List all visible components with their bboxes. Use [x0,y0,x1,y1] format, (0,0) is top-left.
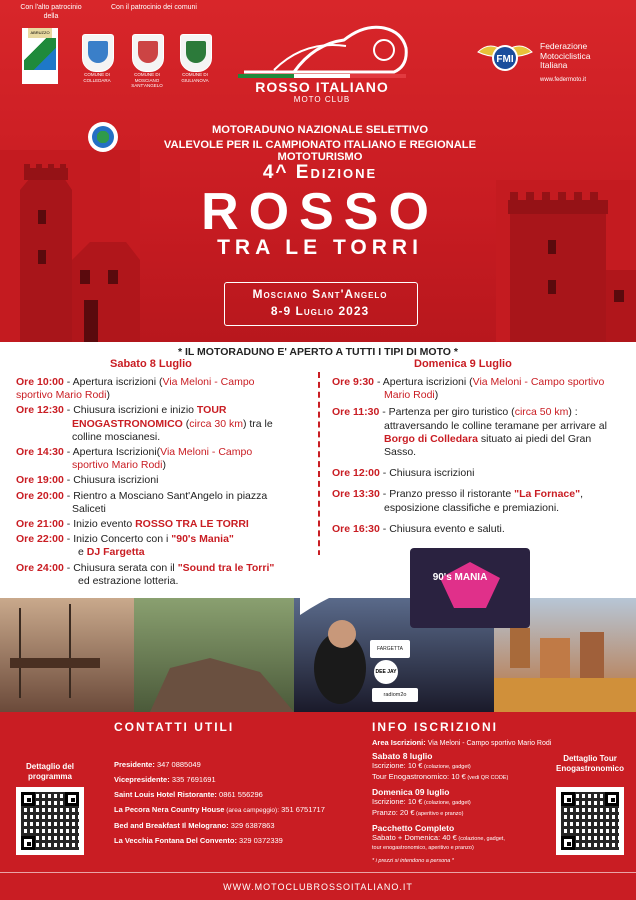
contact-label: Bed and Breakfast Il Melograno: [114,821,229,830]
event-location: Via Meloni - Campo sportivo Mario Rodi [72,446,253,472]
title-line-1: MOTORADUNO NAZIONALE SELETTIVO [211,124,429,136]
qr-finder [561,836,575,850]
fmi-name [540,42,591,71]
motorcycle-logo-icon [234,14,412,80]
price-note: (colazione, gadget, [456,836,505,842]
day2-item [332,488,622,514]
time: Ore 19:00 [16,474,64,487]
day1-item [16,474,288,487]
event-distance: circa 30 km [189,417,243,430]
event-text: - Chiusura evento e saluti. [379,522,505,535]
event-text: ) tra le colline moscianesi. [72,417,273,443]
mototurismo-badge-icon [88,122,118,152]
pack-title: Pacchetto Completo [372,823,455,833]
time: Ore 10:00 [16,376,64,388]
event-text: - Chiusura serata con il [63,561,178,574]
event-highlight: ROSSO TRA LE TORRI [135,518,249,531]
90s-mania-photo [400,548,540,628]
qr-finder [21,836,35,850]
event-text: , esposizione classifiche e premiazioni. [384,488,583,514]
event-text: - Chiusura iscrizioni [63,474,159,487]
day1-item [16,533,288,559]
contacts-title: CONTATTI UTILI [114,720,235,734]
footer-url[interactable]: WWW.MOTOCLUBROSSOITALIANO.IT [223,882,413,892]
comune-mosciano-label: COMUNE DI MOSCIANO SANT'ANGELO [131,72,163,88]
day2-item [332,406,622,459]
radio-m2o-logo: radiom2o [372,688,418,702]
day1-item [16,562,288,588]
event-text: ) : attraversando le colline teramane per arrivare al [384,406,607,432]
colledara-crest-icon [82,34,114,72]
event-distance: circa 50 km [514,406,569,419]
contact-row [114,833,325,848]
time: Ore 12:00 [332,467,380,480]
patronage-comuni-text: Con il patrocinio dei comuni [111,4,197,11]
main-subtitle: TRA LE TORRI [217,236,423,259]
event-highlight: TOUR ENOGASTRONOMICO [72,404,227,430]
contact-label: Presidente: [114,760,155,769]
event-highlight: "90's Mania" [171,533,234,546]
region-abruzzo-logo: ABRUZZO [22,28,58,84]
event-text: - Inizio Concerto con i [63,533,172,546]
day2-title: Domenica 9 Luglio [414,358,512,370]
comune-colledara-label: COMUNE DI COLLEDARA [83,72,111,83]
price: Tour Enogastronomico: 10 € [372,772,466,781]
dom-line-1 [372,797,572,808]
qr-finder [21,792,35,806]
day1-item [16,518,288,531]
main-title: ROSSO [201,183,439,241]
dom-line-2 [372,808,572,819]
event-location: Via Meloni - Campo sportivo Mario Rodi [16,376,255,402]
price: Iscrizione: 10 € [372,761,423,770]
price: Pranzo: 20 € [372,808,415,817]
left-tower-image [0,150,140,342]
qr-finder [605,792,619,806]
event-text: - Chiusura iscrizioni e inizio [63,404,197,417]
contact-row [114,772,325,787]
event-highlight: DJ Fargetta [86,546,145,559]
contacts-list [114,757,325,848]
comune-giulianova-label: COMUNE DI GIULIANOVA [181,72,209,83]
day1-item [16,404,288,444]
fmi-line-1: Federazione [540,41,588,51]
contact-phone[interactable]: 329 6387863 [228,821,275,830]
day1-item [16,376,288,402]
time: Ore 20:00 [16,489,64,502]
time: Ore 16:30 [332,522,380,535]
time: Ore 12:30 [16,404,64,417]
event-text: ed estrazione lotteria. [78,574,179,587]
day1-schedule [16,376,288,588]
time: Ore 9:30 [332,376,375,388]
contact-label: Saint Louis Hotel Ristorante: [114,790,217,799]
contact-row [114,757,325,772]
fmi-logo-icon [476,38,534,74]
contact-phone[interactable]: 351 6751717 [279,805,325,814]
footer-divider [0,872,636,873]
day2-schedule [332,376,622,536]
day2-item [332,467,622,480]
qr-finder [561,792,575,806]
price-note: (colazione, gadget) [422,764,471,770]
sab-line-1 [372,761,572,772]
area-value: Via Meloni - Campo sportivo Mario Rodi [425,740,552,747]
contact-label: Vicepresidente: [114,775,170,784]
event-text: - Pranzo presso il ristorante [379,488,515,501]
event-text: - Apertura iscrizioni ( [63,376,163,388]
area-row [372,738,572,748]
event-text: ) [106,389,110,402]
time: Ore 11:30 [332,406,380,419]
fmi-logo-text: FMI [496,54,514,65]
day1-item [16,446,288,472]
event-text: - Apertura iscrizioni ( [374,376,473,388]
event-text: ) [162,459,166,472]
qr-right-label: Dettaglio Tour Enogastronomico [555,754,624,773]
qr-finder [65,792,79,806]
contact-label: La Pecora Nera Country House [114,805,225,814]
contact-phone[interactable]: 335 7691691 [169,775,216,784]
event-text: situato ai piedi del Gran Sasso. [384,432,592,459]
event-text: - Partenza per giro turistico ( [379,406,515,419]
edition-label: 4^ Edizione [262,162,378,183]
price-note: (colazione, gadget) [422,800,471,806]
date-label: 8-9 Luglio 2023 [270,304,370,318]
price: Sabato + Domenica: 40 € [372,833,457,842]
info-block [372,738,572,866]
patronage-alto-text: Con l'alto patrocinio della [20,4,82,20]
giulianova-crest-icon [180,34,212,72]
time: Ore 24:00 [16,561,64,574]
contact-phone[interactable]: 0861 556296 [216,790,263,799]
event-text: - Chiusura iscrizioni [379,467,475,480]
event-location: Via Meloni - Campo sportivo Mario Rodi [384,376,605,402]
time: Ore 21:00 [16,518,64,531]
mosciano-crest-icon [132,34,164,72]
qr-left-label: Dettaglio del programma [25,762,74,781]
fmi-line-2: Motociclistica [540,50,591,61]
qr-code-tour[interactable] [556,787,624,855]
deejay-logo: DEE JAY [374,660,398,684]
dom-title: Domenica 09 luglio [372,787,450,797]
open-to-all-banner: * IL MOTORADUNO E' APERTO A TUTTI I TIPI DI MOTO * [178,346,458,358]
event-text: - Rientro a Mosciano Sant'Angelo in piazza Saliceti [63,489,268,515]
info-title: INFO ISCRIZIONI [372,720,498,734]
event-highlight: "Sound tra le Torri" [177,561,275,574]
photo-collage [0,598,636,712]
pack-line-2: tour enogastronomico, aperitivo e pranzo) [372,845,474,851]
event-text: ( [182,417,190,430]
90s-mania-logo: 90's MANIA [432,572,488,583]
right-tower-image [496,180,636,342]
schedule-divider [318,372,320,576]
contact-row [114,818,325,833]
fmi-line-3: Italiana [540,60,568,70]
event-text: e [78,546,87,559]
time: Ore 14:30 [16,446,64,459]
fmi-url: www.federmoto.it [540,77,587,83]
sab-title: Sabato 8 luglio [372,751,433,761]
time: Ore 13:30 [332,488,380,501]
contact-row [114,802,325,818]
contact-note: (area campeggio): [224,807,280,814]
contact-row [114,787,325,802]
event-highlight: Borgo di Colledara [384,432,478,445]
contact-phone[interactable]: 329 0372339 [236,836,283,845]
price: Iscrizione: 10 € [372,797,423,806]
day1-item [16,490,288,516]
sab-line-2 [372,772,572,783]
contact-phone[interactable]: 347 0885049 [154,760,201,769]
club-name: ROSSO ITALIANO [255,79,389,95]
day2-item [332,523,622,536]
contact-label: La Vecchia Fontana Del Convento: [114,836,237,845]
day2-item [332,376,622,402]
event-text: - Inizio evento [63,518,136,531]
pack-line-1 [372,833,572,844]
day1-title: Sabato 8 Luglio [110,358,192,370]
event-text: - Apertura Iscrizioni( [63,446,161,459]
title-line-2: VALEVOLE PER IL CAMPIONATO ITALIANO E REGIONALE MOTOTURISMO [163,139,477,163]
qr-code-program[interactable] [16,787,84,855]
event-text: ) [434,389,439,402]
club-subtitle: MOTO CLUB [293,95,351,104]
price-note-footer: * i prezzi si intendono a persona * [372,858,454,864]
location-label: Mosciano Sant'Angelo [252,287,388,301]
time: Ore 22:00 [16,533,64,546]
price-note: (aperitivo e pranzo) [414,811,464,817]
price-note: (vedi QR CODE) [465,775,509,781]
fargetta-logo: FARGETTA [370,640,410,658]
event-highlight: "La Fornace" [514,488,581,501]
area-label: Area Iscrizioni: [372,738,426,747]
